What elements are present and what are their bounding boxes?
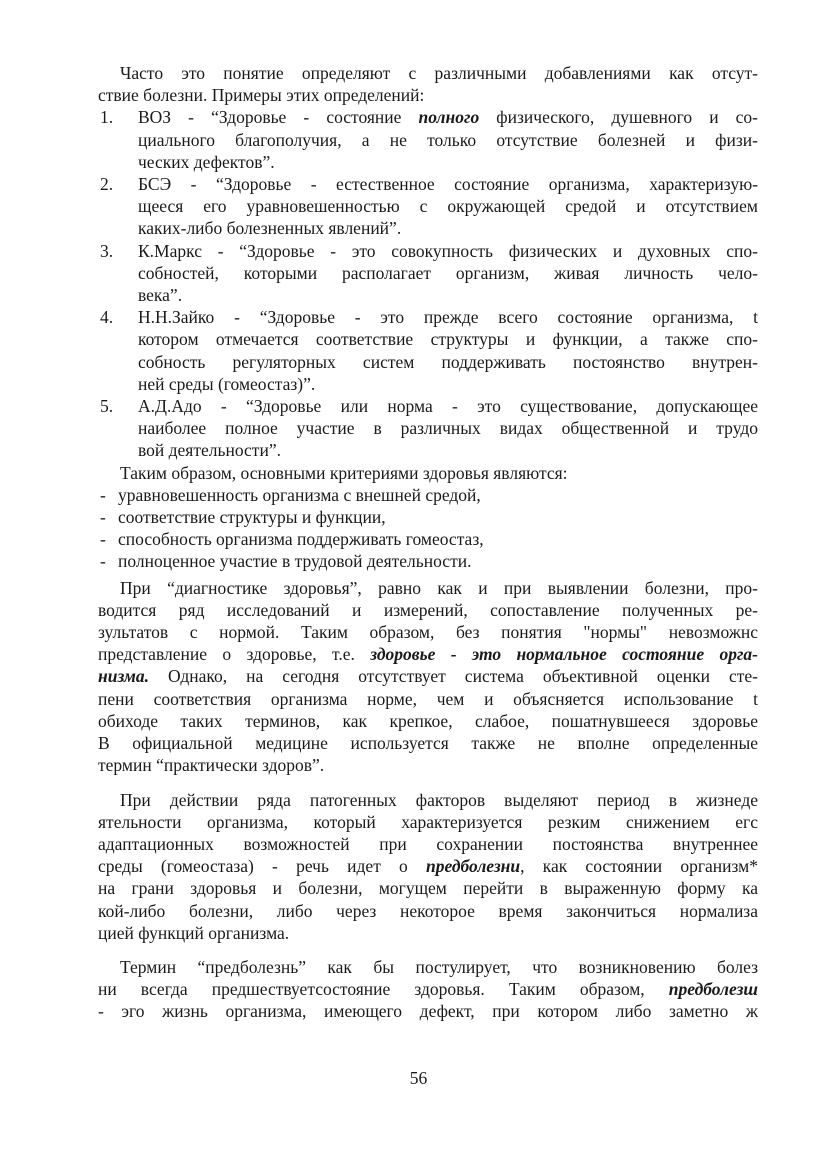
text-line: Таким образом, основными критериями здоровья являются: xyxy=(120,462,568,483)
text-line: ствие болезни. Примеры этих определений: xyxy=(98,85,425,106)
text-line: века”. xyxy=(138,285,183,306)
text-line: Термин “предболезнь” как бы постулирует, что возникновению болез xyxy=(120,956,758,977)
text-line: - эго жизнь организма, имеющего дефект, при котором либо заметно ж xyxy=(98,1001,758,1022)
text-line: термин “практически здоров”. xyxy=(98,755,325,776)
paragraph-diagnostics xyxy=(98,577,758,777)
text-line: циального благополучия, а не только отсутствие болезней и физи- xyxy=(138,129,758,150)
paragraph-predisease xyxy=(98,789,758,944)
list-item xyxy=(98,240,758,307)
list-number: 3. xyxy=(100,240,114,261)
text-line: щееся его уравновешенностью с окружающей средой и отсутствием xyxy=(138,196,758,217)
text-line: пени соответствия организма норме, чем и объясняется использование t xyxy=(98,688,758,709)
list-item xyxy=(98,306,758,395)
text-line: ней среды (гомеостаз)”. xyxy=(138,373,316,394)
text-line: на грани здоровья и болезни, могущем перейти в выраженную форму ка xyxy=(98,878,758,899)
text-line: БСЭ - “Здоровье - естественное состояние организма, характеризую- xyxy=(138,174,758,195)
list-item xyxy=(98,550,758,572)
page-number: 56 xyxy=(409,1068,428,1088)
text-line: Н.Н.Зайко - “Здоровье - это прежде всего состояние организма, t xyxy=(138,307,758,328)
text-line: При “диагностике здоровья”, равно как и при выявлении болезни, про- xyxy=(120,577,758,598)
list-item xyxy=(98,484,758,506)
emphasis: предболезни xyxy=(426,856,521,877)
list-number: 5. xyxy=(100,396,114,417)
dash-bullet: - xyxy=(100,484,106,505)
definitions-list xyxy=(98,106,758,461)
text-line: ческих дефектов”. xyxy=(138,151,275,172)
text-line: уравновешенность организма с внешней средой, xyxy=(118,484,481,505)
text-line: ни всегда предшествуетсостояние здоровья. Таким образом, предболезш xyxy=(98,979,758,1000)
text-line: кой-либо болезни, либо через некоторое время закончиться нормализа xyxy=(98,900,758,921)
text-line: А.Д.Адо - “Здоровье или норма - это существование, допускающее xyxy=(138,396,758,417)
dash-bullet: - xyxy=(100,529,106,550)
text-line: При действии ряда патогенных факторов выделяют период в жизнеде xyxy=(120,789,758,810)
list-item xyxy=(98,106,758,173)
dash-bullet: - xyxy=(100,507,106,528)
intro-paragraph xyxy=(98,62,758,106)
text-line: способность организма поддерживать гомеостаз, xyxy=(118,529,484,550)
text-line: обиходе таких терминов, как крепкое, слабое, пошатнувшееся здоровье xyxy=(98,710,758,731)
text-line: полноценное участие в трудовой деятельности. xyxy=(118,551,472,572)
emphasis: здоровье - это нормальное состояние орга- xyxy=(370,644,759,665)
text-line: адаптационных возможностей при сохранении постоянства внутреннее xyxy=(98,833,758,854)
text-line: водится ряд исследований и измерений, сопоставление полученных ре- xyxy=(98,599,758,620)
text-line: котором отмечается соответствие структуры и функции, а также спо- xyxy=(138,329,758,350)
text-line: К.Маркс - “Здоровье - это совокупность физических и духовных спо- xyxy=(138,240,758,261)
text-line: представление о здоровье, т.е. здоровье - это нормальное состояние орга- xyxy=(98,644,759,665)
paragraph-term xyxy=(98,956,758,1023)
text-line: каких-либо болезненных явлений”. xyxy=(138,218,402,239)
list-item xyxy=(98,506,758,528)
text-line: среды (гомеостаза) - речь идет о предболезни, как состоянии организм* xyxy=(98,856,758,877)
list-number: 2. xyxy=(100,174,114,195)
text-line: соответствие структуры и функции, xyxy=(118,507,386,528)
text-line: зультатов с нормой. Таким образом, без понятия "нормы" невозможнс xyxy=(98,622,758,643)
text-line: ятельности организма, который характеризуется резким снижением егс xyxy=(98,811,758,832)
list-number: 4. xyxy=(100,307,114,328)
text-line: собностей, которыми располагает организм, живая личность чело- xyxy=(138,262,758,283)
list-number: 1. xyxy=(100,107,114,128)
text-line: цией функций организма. xyxy=(98,922,290,943)
list-item xyxy=(98,528,758,550)
emphasis: предболезш xyxy=(668,979,758,1000)
criteria-block xyxy=(98,462,758,573)
list-item xyxy=(98,395,758,462)
list-item xyxy=(98,173,758,240)
text-line: низма. Однако, на сегодня отсутствует система объективной оценки сте- xyxy=(98,666,758,687)
emphasis: полного xyxy=(418,107,480,128)
page-text xyxy=(98,62,758,1023)
text-line: собность регуляторных систем поддерживать постоянство внутрен- xyxy=(138,351,758,372)
text-line: ВОЗ - “Здоровье - состояние полного физического, душевного и со- xyxy=(138,107,758,128)
emphasis: низма. xyxy=(98,666,149,687)
text-line: наиболее полное участие в различных видах общественной и трудо xyxy=(138,418,758,439)
text-line: вой деятельности”. xyxy=(138,440,281,461)
text-line: В официальной медицине используется также не вполне определенные xyxy=(98,733,758,754)
text-line: Часто это понятие определяют с различными добавлениями как отсут- xyxy=(120,63,758,83)
dash-bullet: - xyxy=(100,551,106,572)
